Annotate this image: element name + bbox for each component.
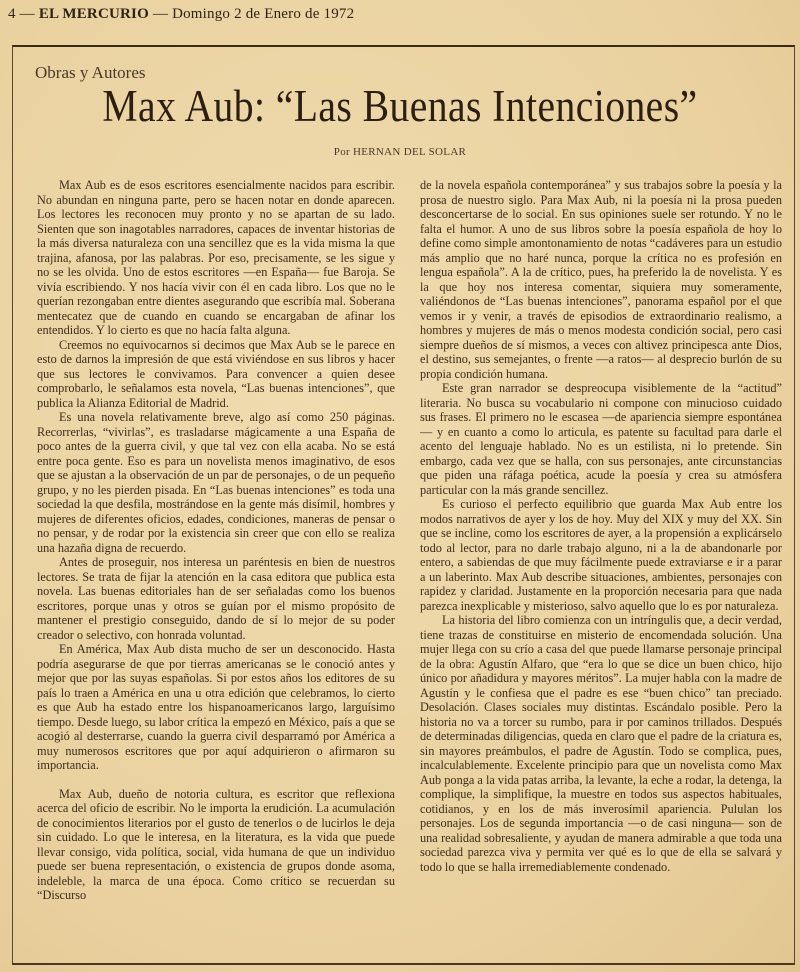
paragraph: Es una novela relativamente breve, algo así como 250 páginas. Recorrerlas, “vivirlas”, es trasladarse mágicamente a una España de poco antes de la guerra civil, y que tal vez con ella acaba. No se está entre poca gente. Eso es para un novelista menos imaginativo, de esos que se ajustan a la observación de un par de personajes, o de un pequeño grupo, y no les pierden pisada. En “Las buenas intenciones” es toda una sociedad la que desfila, mostrándose en la gente más disímil, hombres y mujeres de diferentes oficios, edades, condiciones, maneras de pensar o no pensar, y de rodar por la existencia sin creer que con ello se realiza una hazaña digna de recuerdo. [37,410,395,555]
article-title: Max Aub: “Las Buenas Intenciones” [102,81,698,131]
paragraph: Max Aub, dueño de notoria cultura, es escritor que reflexiona acerca del oficio de escribir. No le importa la erudición. La acumulación de conocimientos literarios por el gusto de tenerlos o de lucirlos le deja sin cuidado. Lo que le interesa, en la literatura, es la vida que puede llevar consigo, vida política, social, vida humana de que un individuo puede ser buena representación, o existencia de grupos donde asoma, indeleble, la marca de una época. Como crítico se recuerdan su “Discurso [37,786,395,902]
page-number: 4 [8,6,16,22]
byline: Por HERNAN DEL SOLAR [333,146,467,158]
paragraph: Es curioso el perfecto equilibrio que guarda Max Aub entre los modos narrativos de ayer y los de hoy. Muy del XIX y muy del XX. Sin que se incline, como los escritores de ayer, a la propensión a explicárselo todo al lector, para no darle trabajo alguno, ni a la de abandonarle por entero, a sabiendas de que muy fácilmente puede extraviarse e ir a parar a un laberinto. Max Aub describe situaciones, ambientes, personajes con rapidez y claridad. Justamente en la proporción necesaria para que nada parezca inexplicable y misterioso, salvo aquello que lo es por naturaleza. [420,497,782,613]
paragraph: La historia del libro comienza con un intríngulis que, a decir verdad, tiene trazas de constituirse en misterio de encomendada solución. Una mujer llega con su crío a casa del que puede llamarse personaje principal de la obra: Agustín Alfaro, que “era lo que se dice un buen chico, hijo único por añadidura y mayores méritos”. La mujer habla con la madre de Agustín y le confiesa que el padre es ese “buen chico” tan preciado. Desolación. Clases sociales muy distintas. Escándalo posible. Pero la historia no va a torcer su rumbo, para ir por caminos trillados. Después de determinadas diligencias, queda en claro que el padre de la criatura es, sin mayores preámbulos, el padre de Agustín. Todo se complica, pues, incalculablemente. Excelente principio para que un novelista como Max Aub ponga a la vida patas arriba, la levante, la eche a rodar, la detenga, la complique, la simplifique, la muestre en todos sus aspectos habituales, cotidianos, y en los de más inverosímil apariencia. Pululan los personajes. Los de segunda importancia —o de casi ninguna— son de una realidad sobresaliente, y ayudan de manera admirable a que toda una sociedad parezca viva y permita ver qué es lo que de ella se salvará y todo lo que se halla irremediablemente condenado. [420,613,782,874]
left-column [37,178,395,903]
paragraph: Antes de proseguir, nos interesa un paréntesis en bien de nuestros lectores. Se trata de fijar la atención en la casa editora que publica esta novela. Las buenas editoriales han de ser señaladas como los buenos escritores, porque unas y otros se guían por el mismo propósito de mantener el prestigio conseguido, dando de sí lo mejor de su poder creador o selectivo, con honrada voluntad. [37,555,395,642]
newspaper-name: EL MERCURIO [38,6,149,22]
paragraph: Este gran narrador se despreocupa visiblemente de la “actitud” literaria. No busca su vocabulario ni compone con minucioso cuidado sus frases. El primero no le escasea —de apariencia siempre espontánea— y en cuanto a como lo articula, es patente su facultad para darle el acento del lenguaje hablado. No es un estilista, ni lo pretende. Sin embargo, cada vez que se halla, con sus personajes, ante circunstancias que piden una ráfaga poética, acude la poesía y crea su atmósfera particular con la más grande sencillez. [420,381,782,497]
paragraph: Creemos no equivocarnos si decimos que Max Aub se le parece en esto de darnos la impresión de que está viviéndose en sus libros y hacer que sus lectores le convivamos. Para convencer a quien desee comprobarlo, le señalamos esta novela, “Las buenas intenciones”, que publica la Alianza Editorial de Madrid. [37,337,395,410]
paragraph: En América, Max Aub dista mucho de ser un desconocido. Hasta podría asegurarse de que por tierras americanas se le conoció antes y mejor que por las suyas españolas. Si por estos años los editores de su país lo traen a América en una u otra edición que celebramos, lo cierto es que Aub ha estado entre los hispanoamericanos largo, larguísimo tiempo. Desde luego, su labor crítica la empezó en México, país a que se acogió al desterrarse, cuando la guerra civil desparramó por América a muy numerosos escritores que por aquí adquirieron o afirmaron su importancia. [37,642,395,772]
section-label: Obras y Autores [35,63,146,82]
paragraph: Max Aub es de esos escritores esencialmente nacidos para escribir. No abundan en ninguna parte, pero se hacen notar en donde aparecen. Los lectores les reconocen muy pronto y no se apartan de su lado. Sienten que son inagotables narradores, capaces de inventar historias de la más diversa naturaleza con una sencillez que es la vida misma la que trajina, afanosa, por las palabras. Por eso, precisamente, se les sigue y no se les olvida. Uno de estos escritores —en España— fue Baroja. Se vivía escribiendo. Y nos hacía vivir con él en cada libro. Los que no le querían rezongaban entre dientes asegurando que escribía mal. Soberana mentecatez que de cuando en cuando se encargaban de afinar los entendidos. Y lo cierto es que no hacía falta alguna. [37,178,395,337]
issue-date: Domingo 2 de Enero de 1972 [172,6,355,22]
right-column [420,178,782,874]
masthead: 4 — EL MERCURIO — Domingo 2 de Enero de 1972 [8,6,355,22]
paragraph: de la novela española contemporánea” y sus trabajos sobre la poesía y la prosa de nuestro siglo. Para Max Aub, ni la poesía ni la prosa pueden desconcertarse de lo social. En sus opiniones suele ser rotundo. Y no le falta el humor. A uno de sus libros sobre la poesía española de hoy lo define como simple amontonamiento de notas “cadáveres para un estudio más amplio que no haré nunca, porque la crítica no es profesión en lengua española”. A la de crítico, pues, ha preferido la de novelista. Y es la que hoy nos interesa comentar, siquiera muy someramente, valiéndonos de “Las buenas intenciones”, panorama español por el que vemos ir y venir, a través de episodios de extraordinario realismo, a hombres y mujeres de más o menos modesta condición social, pero casi siempre dueños de sí mismos, a veces con altivez principesca ante Dios, el destino, sus semejantes, o frente —a ratos— al desprecio burlón de su propia condición humana. [420,178,782,381]
